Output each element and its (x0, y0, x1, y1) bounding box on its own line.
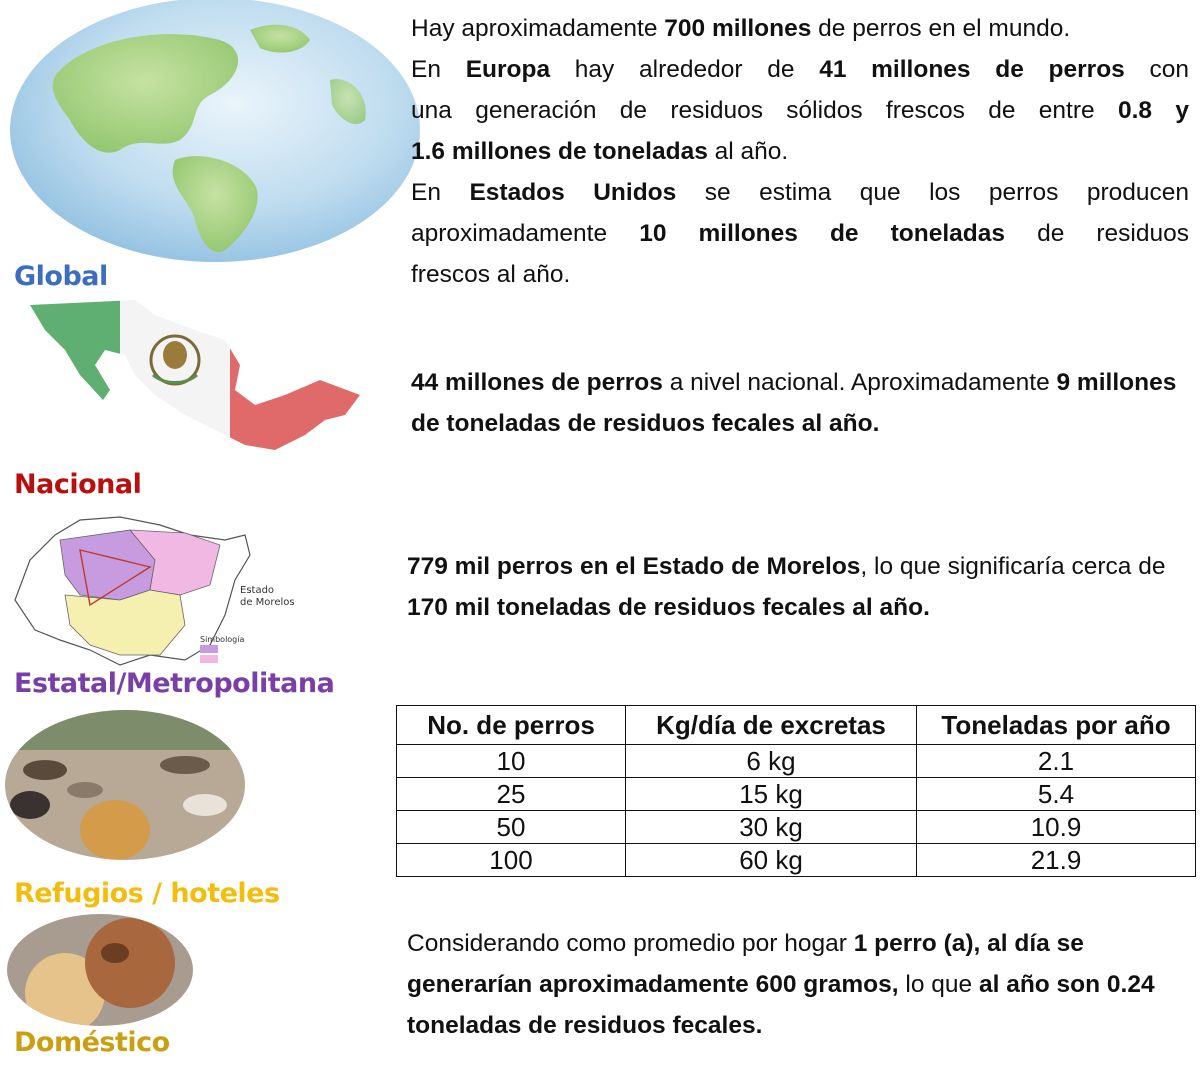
globe-image (0, 0, 410, 265)
global-line-3: una generación de residuos sólidos frescos de entre 0.8 y (411, 97, 1189, 124)
shelter-dogs-photo (5, 710, 245, 860)
global-line-5: En Estados Unidos se estima que los perros producen (411, 179, 1189, 206)
table-cell: 6 kg (626, 745, 917, 778)
morelos-map-label-line2: de Morelos (240, 597, 295, 608)
dog-waste-table (396, 705, 1196, 877)
morelos-map-image (10, 505, 295, 670)
morelos-map-label-line1: Estado (240, 585, 275, 596)
table-row (397, 745, 1196, 778)
table-row (397, 844, 1196, 877)
mexico-flag-map-image (25, 295, 365, 455)
table-cell: 60 kg (626, 844, 917, 877)
table-cell: 2.1 (917, 745, 1196, 778)
domestic-dog-photo (5, 913, 195, 1028)
table-row (397, 811, 1196, 844)
global-line-1: Hay aproximadamente 700 millones de perros en el mundo. (411, 15, 1071, 42)
level-label-global: Global (14, 261, 108, 292)
table-cell: 100 (397, 844, 626, 877)
table-cell: 10 (397, 745, 626, 778)
table-cell: 21.9 (917, 844, 1196, 877)
table-header-cell: Toneladas por año (917, 706, 1196, 745)
global-line-2: En Europa hay alrededor de 41 millones de perros con (411, 56, 1190, 83)
table-cell: 15 kg (626, 778, 917, 811)
level-label-refugios: Refugios / hoteles (14, 878, 280, 909)
table-header-row (397, 706, 1196, 745)
nacional-paragraph: 44 millones de perros a nivel nacional. Aproximadamente 9 millones de toneladas de residuos fecales al año. (411, 369, 1177, 437)
estatal-paragraph: 779 mil perros en el Estado de Morelos, lo que significaría cerca de 170 mil toneladas de residuos fecales al año. (407, 553, 1166, 621)
global-line-7: frescos al año. (411, 261, 571, 288)
domestico-paragraph: Considerando como promedio por hogar 1 perro (a), al día se generarían aproximadamente 600 gramos, lo que al año son 0.24 toneladas de residuos fecales. (407, 930, 1155, 1039)
table-cell: 25 (397, 778, 626, 811)
table-cell: 30 kg (626, 811, 917, 844)
level-label-estatal: Estatal/Metropolitana (14, 668, 335, 699)
table-cell: 5.4 (917, 778, 1196, 811)
level-label-domestico: Doméstico (14, 1027, 170, 1058)
global-paragraph (411, 8, 1189, 295)
table-header-cell: No. de perros (397, 706, 626, 745)
table-header-cell: Kg/día de excretas (626, 706, 917, 745)
table-cell: 10.9 (917, 811, 1196, 844)
table-row (397, 778, 1196, 811)
global-line-4: 1.6 millones de toneladas al año. (411, 138, 789, 165)
morelos-map-legend-title: Simbología (200, 635, 245, 644)
global-line-6: aproximadamente 10 millones de toneladas de residuos (411, 220, 1189, 247)
level-label-nacional: Nacional (14, 469, 142, 500)
table-cell: 50 (397, 811, 626, 844)
